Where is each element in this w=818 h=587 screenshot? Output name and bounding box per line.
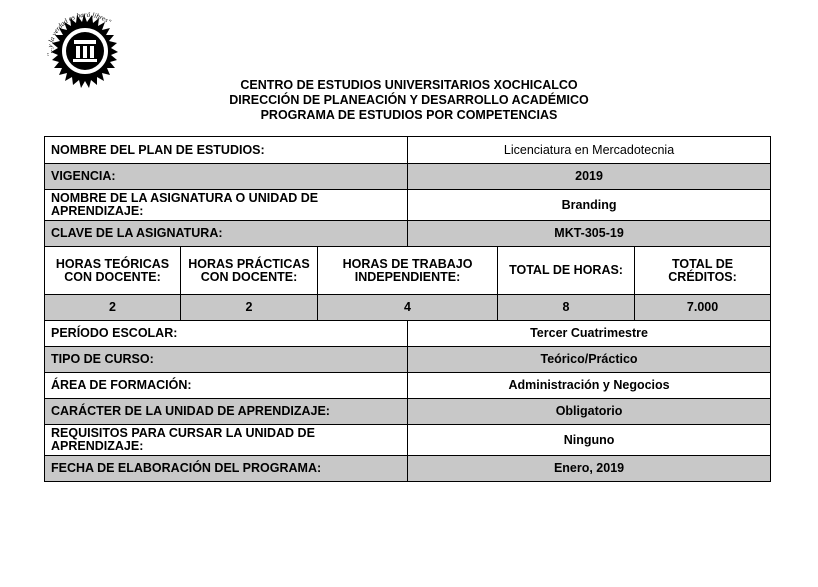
horas-teoricas-header: HORAS TEÓRICAS CON DOCENTE: <box>45 247 181 295</box>
caracter-label: CARÁCTER DE LA UNIDAD DE APRENDIZAJE: <box>45 399 408 425</box>
total-horas-header: TOTAL DE HORAS: <box>498 247 635 295</box>
requisitos-value: Ninguno <box>408 425 771 456</box>
table-row <box>45 221 771 247</box>
vigencia-label: VIGENCIA: <box>45 164 408 190</box>
area-value: Administración y Negocios <box>408 373 771 399</box>
table-row <box>45 373 771 399</box>
clave-label: CLAVE DE LA ASIGNATURA: <box>45 221 408 247</box>
table-row <box>45 456 771 482</box>
caracter-value: Obligatorio <box>408 399 771 425</box>
horas-practicas-header: HORAS PRÁCTICAS CON DOCENTE: <box>181 247 318 295</box>
clave-value: MKT-305-19 <box>408 221 771 247</box>
area-label: ÁREA DE FORMACIÓN: <box>45 373 408 399</box>
total-creditos-header: TOTAL DE CRÉDITOS: <box>635 247 771 295</box>
department-name: DIRECCIÓN DE PLANEACIÓN Y DESARROLLO ACADÉMICO <box>229 93 589 107</box>
total-horas-value: 8 <box>498 295 635 321</box>
table-row <box>45 321 771 347</box>
logo-motto: "...y la verdad os hará libres" <box>45 10 113 57</box>
horas-independiente-value: 4 <box>318 295 498 321</box>
table-row <box>45 425 771 456</box>
hours-header-row <box>45 247 771 295</box>
table-row <box>45 164 771 190</box>
table-row <box>45 190 771 221</box>
asignatura-label: NOMBRE DE LA ASIGNATURA O UNIDAD DE APRENDIZAJE: <box>45 190 408 221</box>
periodo-value: Tercer Cuatrimestre <box>408 321 771 347</box>
tipo-label: TIPO DE CURSO: <box>45 347 408 373</box>
vigencia-value: 2019 <box>408 164 771 190</box>
total-creditos-value: 7.000 <box>635 295 771 321</box>
tipo-value: Teórico/Práctico <box>408 347 771 373</box>
horas-practicas-value: 2 <box>181 295 318 321</box>
table-row <box>45 399 771 425</box>
plan-value: Licenciatura en Mercadotecnia <box>408 137 771 164</box>
fecha-value: Enero, 2019 <box>408 456 771 482</box>
asignatura-value: Branding <box>408 190 771 221</box>
horas-teoricas-value: 2 <box>45 295 181 321</box>
table-row <box>45 347 771 373</box>
document-header <box>0 78 818 123</box>
study-program-table <box>44 136 771 482</box>
plan-label: NOMBRE DEL PLAN DE ESTUDIOS: <box>45 137 408 164</box>
table-row <box>45 137 771 164</box>
program-title: PROGRAMA DE ESTUDIOS POR COMPETENCIAS <box>260 108 558 122</box>
fecha-label: FECHA DE ELABORACIÓN DEL PROGRAMA: <box>45 456 408 482</box>
institution-name: CENTRO DE ESTUDIOS UNIVERSITARIOS XOCHICALCO <box>240 78 578 92</box>
requisitos-label: REQUISITOS PARA CURSAR LA UNIDAD DE APRENDIZAJE: <box>45 425 408 456</box>
periodo-label: PERÍODO ESCOLAR: <box>45 321 408 347</box>
hours-values-row <box>45 295 771 321</box>
horas-independiente-header: HORAS DE TRABAJO INDEPENDIENTE: <box>318 247 498 295</box>
